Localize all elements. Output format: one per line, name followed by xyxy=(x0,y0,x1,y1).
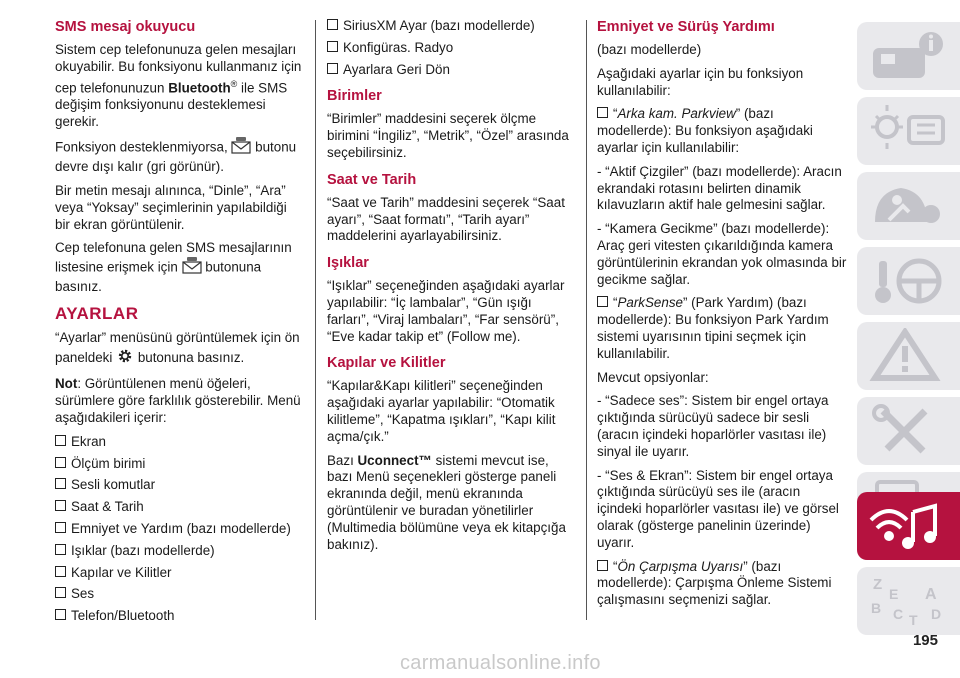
list-item-label: Işıklar (bazı modellerde) xyxy=(71,542,215,558)
birimler-paragraph: “Birimler” maddesini seçerek ölçme birimini “İngiliz”, “Metrik”, “Özel” arasında seçebilirsiniz. xyxy=(327,111,569,160)
sms-text-6: butonuna basınız. xyxy=(55,259,262,295)
registered-mark: ® xyxy=(230,78,238,89)
sms-paragraph-3: Bir metin mesajı alınınca, “Dinle”, “Ara” veya “Yoksay” seçimlerinin yapılabildiği bir ekran görüntülenir. xyxy=(55,183,287,232)
sms-text: Sistem cep telefonunuza gelen mesajları okuyabilir. Bu fonksiyonu kullanmanız için cep telefonunuzun xyxy=(55,42,302,96)
tab-car-info[interactable] xyxy=(857,22,960,90)
index-letter: T xyxy=(909,612,918,628)
saat-title: Saat ve Tarih xyxy=(327,171,417,188)
sms-text-5: Cep telefonuna gelen SMS mesajlarının listesine erişmek için xyxy=(55,240,292,275)
list-item-label: Kapılar ve Kilitler xyxy=(71,564,172,580)
column-divider xyxy=(315,20,316,620)
column-divider xyxy=(586,20,587,620)
checkbox-bullet-icon xyxy=(55,566,66,577)
index-letter: Z xyxy=(873,576,883,593)
tab-index[interactable] xyxy=(857,567,960,635)
warning-triangle-icon xyxy=(869,328,947,384)
multimedia-icon xyxy=(869,498,947,554)
list-item xyxy=(55,434,305,451)
sms-paragraph-4 xyxy=(55,240,305,295)
sms-text-3: Fonksiyon desteklenmiyorsa, xyxy=(55,139,228,155)
list-item xyxy=(327,40,577,57)
uconnect-label: Uconnect™ xyxy=(357,452,432,468)
ayarlar-text: “Ayarlar” menüsünü görüntülemek için ön paneldeki xyxy=(55,329,300,365)
uconnect-text: Bazı xyxy=(327,452,358,468)
ayarlar-text-2: butonuna basınız. xyxy=(137,349,245,365)
column-3 xyxy=(597,18,847,616)
list-item xyxy=(55,565,305,582)
kapilar-paragraph: “Kapılar&Kapı kilitleri” seçeneğinden aşağıdaki ayarlar yapılabilir: “Otomatik kilitleme”, “Kapatma ışıkları”, “Kapı kilit açma/çık.” xyxy=(327,378,556,444)
alphabet-index-icon xyxy=(869,573,947,629)
sadece-ses-paragraph: - “Sadece ses”: Sistem bir engel ortaya çıktığında sürücüyü sadece bir sesli (aracın içindeki hoparlörler vasıtası ile) sinyal ile uyarır. xyxy=(597,393,829,459)
parksense-text: ” (Park Yardım) (bazı modellerde): Bu fonksiyon Park Yardım sistemi uyarısının tipini seçmek için kullanılabilir. xyxy=(597,295,829,361)
tab-starting-driving[interactable] xyxy=(857,247,960,315)
ses-ekran-paragraph: - “Ses & Ekran”: Sistem bir engel ortaya çıktığında sürücüyü ses ile (aracın içindeki hoparlörler vasıtası ile) ve görsel olarak (gösterge panelinin üzerinde) uyarır. xyxy=(597,467,839,550)
sms-text-4: butonu devre dışı kalır (gri görünür). xyxy=(55,139,297,175)
parksense-paragraph xyxy=(597,295,847,362)
list-item-label: Ekran xyxy=(71,433,106,449)
list-item-label: Sesli komutlar xyxy=(71,477,156,493)
note-label: Not xyxy=(55,376,78,392)
quote-open: “ xyxy=(613,106,618,122)
ayarlar-paragraph xyxy=(55,330,305,370)
checkbox-bullet-icon xyxy=(55,457,66,468)
list-item xyxy=(55,586,305,603)
checkbox-bullet-icon xyxy=(597,107,608,118)
car-info-icon xyxy=(869,28,947,84)
quote-open: “ xyxy=(613,558,618,574)
forward-collision-text: ” (bazı modellerde): Çarpışma Önleme Sistemi çalışmasını seçmenizi sağlar. xyxy=(597,558,832,608)
tab-maintenance[interactable] xyxy=(857,397,960,465)
checkbox-bullet-icon xyxy=(327,63,338,74)
index-letter: D xyxy=(931,606,942,622)
forward-collision-label: Ön Çarpışma Uyarısı xyxy=(617,558,744,574)
column-1 xyxy=(55,18,305,630)
list-item-label: Konfigüras. Radyo xyxy=(343,39,454,55)
dashboard-lights-icon xyxy=(869,103,947,159)
quote-open: “ xyxy=(613,295,618,311)
list-item-label: Ayarlara Geri Dön xyxy=(343,61,450,77)
key-steering-icon xyxy=(869,253,947,309)
checkbox-bullet-icon xyxy=(55,478,66,489)
isiklar-title: Işıklar xyxy=(327,255,369,272)
list-item xyxy=(55,608,305,625)
list-item xyxy=(327,18,577,35)
checkbox-bullet-icon xyxy=(55,544,66,555)
list-item xyxy=(55,543,305,560)
list-item xyxy=(327,62,577,79)
parkview-text: ” (bazı modellerde): Bu fonksiyon aşağıdaki ayarlar için kullanılabilir: xyxy=(597,106,813,155)
checkbox-bullet-icon xyxy=(597,296,608,307)
index-letter: A xyxy=(925,586,937,603)
index-letter: E xyxy=(889,586,899,602)
list-item-label: Ses xyxy=(71,586,95,602)
safety-icon xyxy=(869,178,947,234)
settings-gear-icon xyxy=(116,347,134,370)
sms-text-2: ile SMS değişim fonksiyonunu desteklemesi gerekir. xyxy=(55,80,288,129)
parksense-label: ParkSense xyxy=(617,295,683,311)
checkbox-bullet-icon xyxy=(55,500,66,511)
forward-collision-paragraph xyxy=(597,559,847,609)
sms-paragraph-2 xyxy=(55,137,305,176)
tab-dashboard[interactable] xyxy=(857,97,960,165)
sms-envelope-icon xyxy=(231,137,251,159)
list-item-label: Saat & Tarih xyxy=(71,499,144,515)
kapilar-title: Kapılar ve Kilitler xyxy=(327,355,446,372)
checkbox-bullet-icon xyxy=(55,522,66,533)
mevcut-paragraph: Mevcut opsiyonlar: xyxy=(597,369,709,385)
uconnect-text-2: sistemi mevcut ise, bazı Menü seçenekleri gösterge paneli ekranında değil, menü ekranında görüntülenir ve buradan yönetilirler (Multimedia bölümüne veya ek kitapçığa bakınız). xyxy=(327,452,566,552)
note-text: : Görüntülenen menü öğeleri, sürümlere göre farklılık gösterebilir. Menü aşağıdakileri içerir: xyxy=(55,376,301,426)
birimler-title: Birimler xyxy=(327,88,382,105)
page-number: 195 xyxy=(912,632,938,649)
safety-paragraph-1: (bazı modellerde) xyxy=(597,42,702,57)
uconnect-paragraph xyxy=(327,453,577,554)
checkbox-bullet-icon xyxy=(55,587,66,598)
sms-list-icon xyxy=(182,257,202,279)
aktif-paragraph: - “Aktif Çizgiler” (bazı modellerde): Aracın ekrandaki rotasını belirten dinamik kılavuzların aktif hale gelmesini sağlar. xyxy=(597,163,842,213)
ayarlar-title: AYARLAR xyxy=(55,303,139,323)
index-letter: B xyxy=(871,600,882,616)
checkbox-bullet-icon xyxy=(55,609,66,620)
tools-icon xyxy=(869,403,947,459)
watermark: carmanualsonline.info xyxy=(400,652,601,674)
gecikme-paragraph: - “Kamera Gecikme” (bazı modellerde): Araç geri vitesten çıkarıldığında kamera görüntülerinin ekrandan yok olmasında bir gecikme sağlar. xyxy=(597,221,847,287)
list-item-label: Ölçüm birimi xyxy=(71,455,146,471)
index-letter: C xyxy=(893,606,904,622)
saat-paragraph: “Saat ve Tarih” maddesini seçerek “Saat ayarı”, “Saat formatı”, “Tarih ayarı” maddelerini ayarlayabilirsiniz. xyxy=(327,194,565,244)
safety-title: Emniyet ve Sürüş Yardımı xyxy=(597,19,775,35)
tab-safety[interactable] xyxy=(857,172,960,240)
note-paragraph xyxy=(55,376,305,426)
isiklar-paragraph: “Işıklar” seçeneğinden aşağıdaki ayarlar yapılabilir: “İç lambalar”, “Gün ışığı farları”, “Viraj lambaları”, “Far sensörü”, “Eve kadar takip et” (Follow me). xyxy=(327,278,565,344)
chapter-tabs xyxy=(857,22,960,632)
checkbox-bullet-icon xyxy=(327,19,338,30)
list-item-label: Telefon/Bluetooth xyxy=(71,608,175,624)
parkview-paragraph xyxy=(597,106,847,156)
parkview-label: Arka kam. Parkview xyxy=(617,106,736,122)
sms-title: SMS mesaj okuyucu xyxy=(55,19,196,35)
safety-paragraph-2: Aşağıdaki ayarlar için bu fonksiyon kullanılabilir: xyxy=(597,65,804,98)
list-item xyxy=(55,477,305,494)
checkbox-bullet-icon xyxy=(55,435,66,446)
checkbox-bullet-icon xyxy=(327,41,338,52)
list-item-label: SiriusXM Ayar (bazı modellerde) xyxy=(343,18,535,33)
column-2 xyxy=(327,18,577,560)
tab-multimedia-active[interactable] xyxy=(857,492,960,560)
list-item xyxy=(55,499,305,516)
bluetooth-label: Bluetooth xyxy=(168,80,231,96)
list-item xyxy=(55,521,305,538)
list-item-label: Emniyet ve Yardım (bazı modellerde) xyxy=(71,521,291,536)
sms-paragraph-1 xyxy=(55,42,305,130)
tab-emergency[interactable] xyxy=(857,322,960,390)
checkbox-bullet-icon xyxy=(597,560,608,571)
list-item xyxy=(55,456,305,473)
